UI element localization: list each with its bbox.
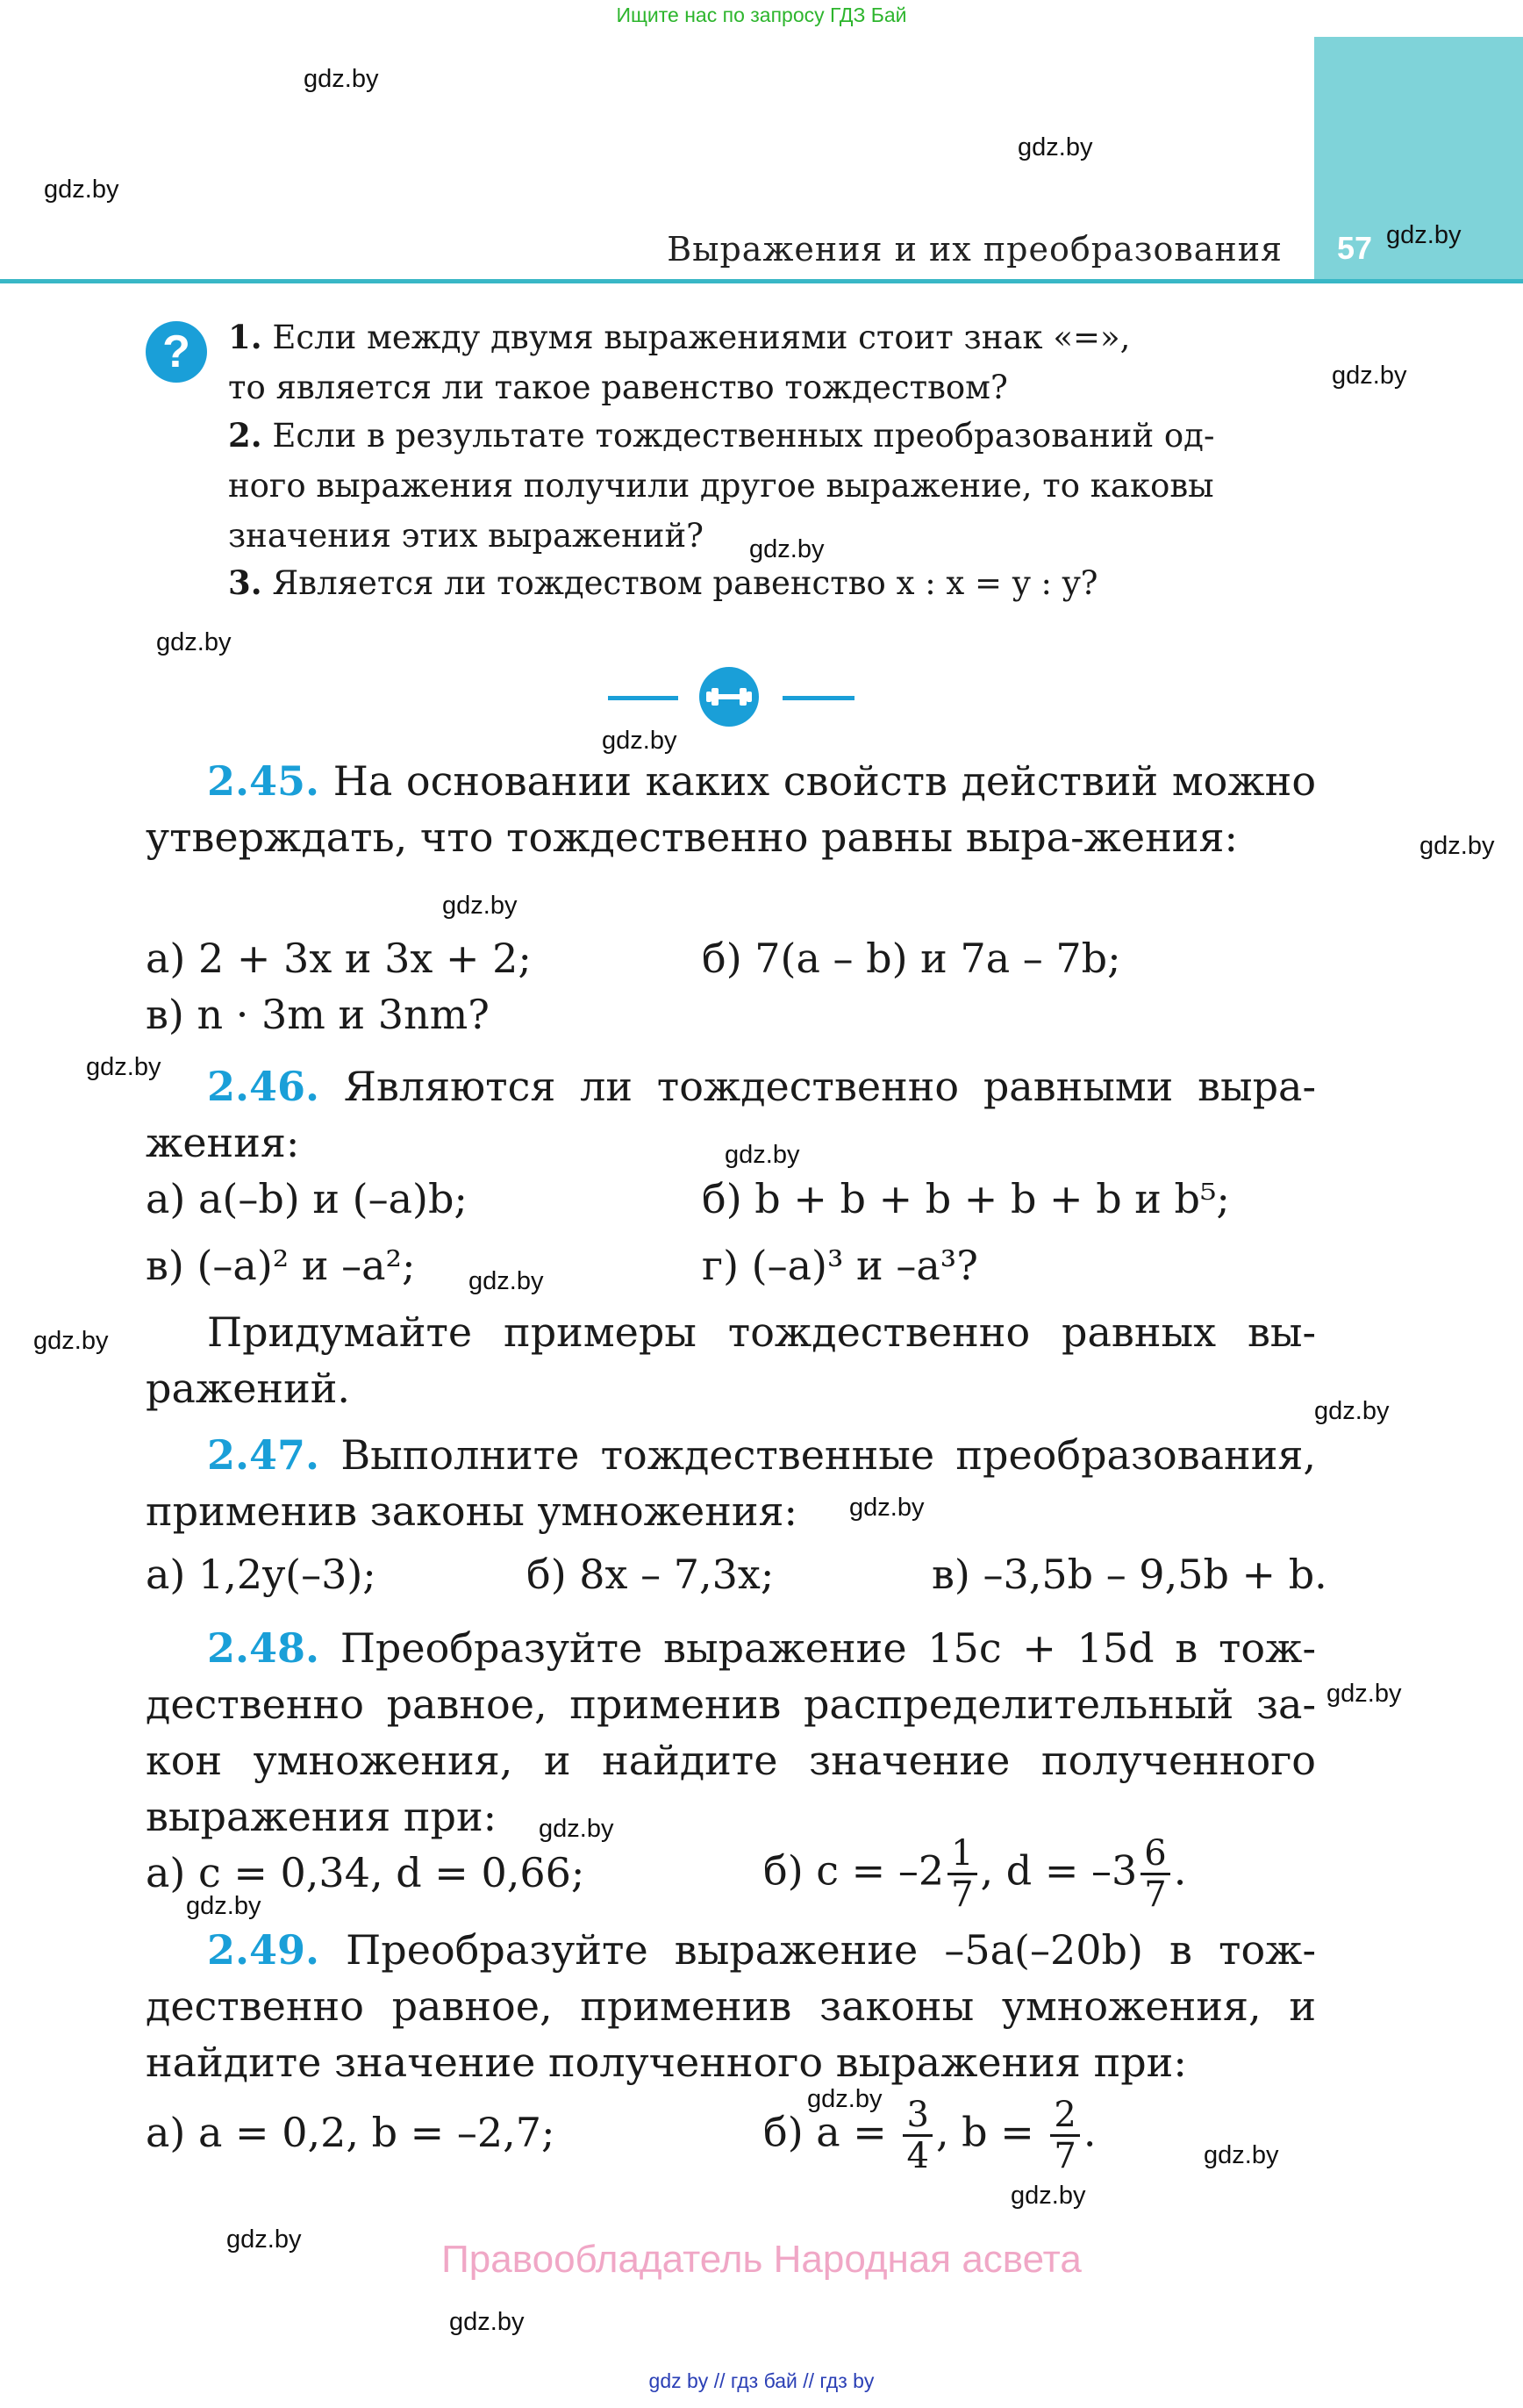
watermark: gdz.by xyxy=(442,892,518,920)
watermark: gdz.by xyxy=(602,727,677,755)
ex-2-45-b: б) 7(a – b) и 7a – 7b; xyxy=(702,935,1121,982)
question-2: 2. Если в результате тождественных преобразований од- ного выражения получили другое выражение, то каковы значения этих выражений? xyxy=(228,416,1215,555)
ex-2-47-c: в) –3,5b – 9,5b + b. xyxy=(932,1551,1327,1598)
watermark: gdz.by xyxy=(156,628,232,656)
watermark: gdz.by xyxy=(1326,1680,1402,1708)
question-1: 1. Если между двумя выражениями стоит знак «=», то является ли такое равенство тождеством? xyxy=(228,318,1131,406)
ex-2-47-b: б) 8x – 7,3x; xyxy=(526,1551,775,1598)
watermark: gdz.by xyxy=(1386,221,1462,249)
ex-2-46-b: б) b + b + b + b + b и b⁵; xyxy=(702,1175,1230,1222)
watermark: gdz.by xyxy=(539,1815,614,1843)
watermark: gdz.by xyxy=(1011,2182,1086,2210)
watermark: gdz.by xyxy=(468,1267,544,1295)
watermark: gdz.by xyxy=(44,176,119,204)
divider-right xyxy=(783,696,854,700)
exercise-2-48-text: 2.48. Преобразуйте выражение 15c + 15d в тож-дественно равное, применив распределительный за-кон умножения, и найдите значение полученного выражения при: xyxy=(146,1624,1316,1840)
fraction: $\frac{1}{7}$ xyxy=(947,1834,976,1914)
watermark: gdz.by xyxy=(749,535,825,563)
watermark: gdz.by xyxy=(849,1494,925,1522)
ex-2-49-b: б) a = $\frac{3}{4}$ , b = $\frac{2}{7}$ . xyxy=(763,2095,1097,2176)
fraction: $\frac{2}{7}$ xyxy=(1050,2096,1079,2175)
section-title: Выражения и их преобразования xyxy=(667,230,1283,269)
watermark: gdz.by xyxy=(807,2085,883,2113)
watermark: gdz.by xyxy=(226,2225,302,2254)
ex-2-48-a: а) c = 0,34, d = 0,66; xyxy=(146,1849,585,1896)
top-note: Ищите нас по запросу ГДЗ Бай xyxy=(616,4,907,26)
exercise-2-46-text: 2.46. Являются ли тождественно равными выра-жения: xyxy=(146,1063,1316,1166)
divider-left xyxy=(608,696,678,700)
header-rule xyxy=(0,279,1523,283)
exercise-2-47-text: 2.47. Выполните тождественные преобразования, применив законы умножения: xyxy=(146,1431,1317,1535)
ex-2-47-a: а) 1,2y(–3); xyxy=(146,1551,376,1598)
ex-2-45-c: в) n · 3m и 3nm? xyxy=(146,991,490,1038)
ex-2-46-a: а) a(–b) и (–a)b; xyxy=(146,1175,468,1222)
dumbbell-icon xyxy=(699,667,759,727)
exercise-2-45-text: 2.45. На основании каких свойств действий можно утверждать, что тождественно равны выра-жения: xyxy=(146,757,1317,861)
exercise-2-49-text: 2.49. Преобразуйте выражение –5a(–20b) в тож-дественно равное, применив законы умножения, и найдите значение полученного выражения при: xyxy=(146,1926,1316,2086)
watermark: gdz.by xyxy=(33,1327,109,1355)
ex-2-49-a: а) a = 0,2, b = –2,7; xyxy=(146,2109,555,2156)
fraction: $\frac{3}{4}$ xyxy=(903,2096,932,2175)
watermark: gdz.by xyxy=(1204,2141,1279,2169)
page-number: 57 xyxy=(1337,230,1373,266)
ex-2-46-extra: Придумайте примеры тождественно равных вы-ражений. xyxy=(146,1308,1316,1412)
watermark: gdz.by xyxy=(725,1141,800,1169)
ex-2-48-b: б) c = –2 $\frac{1}{7}$ , d = –3 $\frac{6}{7}$ . xyxy=(763,1833,1187,1915)
watermark: gdz.by xyxy=(1018,133,1093,161)
watermark: gdz.by xyxy=(1332,362,1407,390)
ex-2-46-c: в) (–a)² и –a²; xyxy=(146,1242,416,1289)
question-3: 3. Является ли тождеством равенство x : x = y : y? xyxy=(228,563,1098,602)
copyright-footer: Правообладатель Народная асвета xyxy=(441,2238,1082,2281)
watermark: gdz.by xyxy=(1314,1397,1390,1425)
watermark: gdz.by xyxy=(1419,832,1495,860)
watermark: gdz.by xyxy=(86,1053,161,1081)
ex-2-45-a: а) 2 + 3x и 3x + 2; xyxy=(146,935,532,982)
watermark: gdz.by xyxy=(186,1892,261,1920)
watermark: gdz.by xyxy=(304,65,379,93)
watermark: gdz.by xyxy=(449,2308,525,2336)
fraction: $\frac{6}{7}$ xyxy=(1140,1834,1169,1914)
ex-2-46-d: г) (–a)³ и –a³? xyxy=(702,1242,978,1289)
question-icon: ? xyxy=(146,321,207,383)
bottom-note: gdz by // гдз бай // гдз by xyxy=(648,2369,875,2392)
